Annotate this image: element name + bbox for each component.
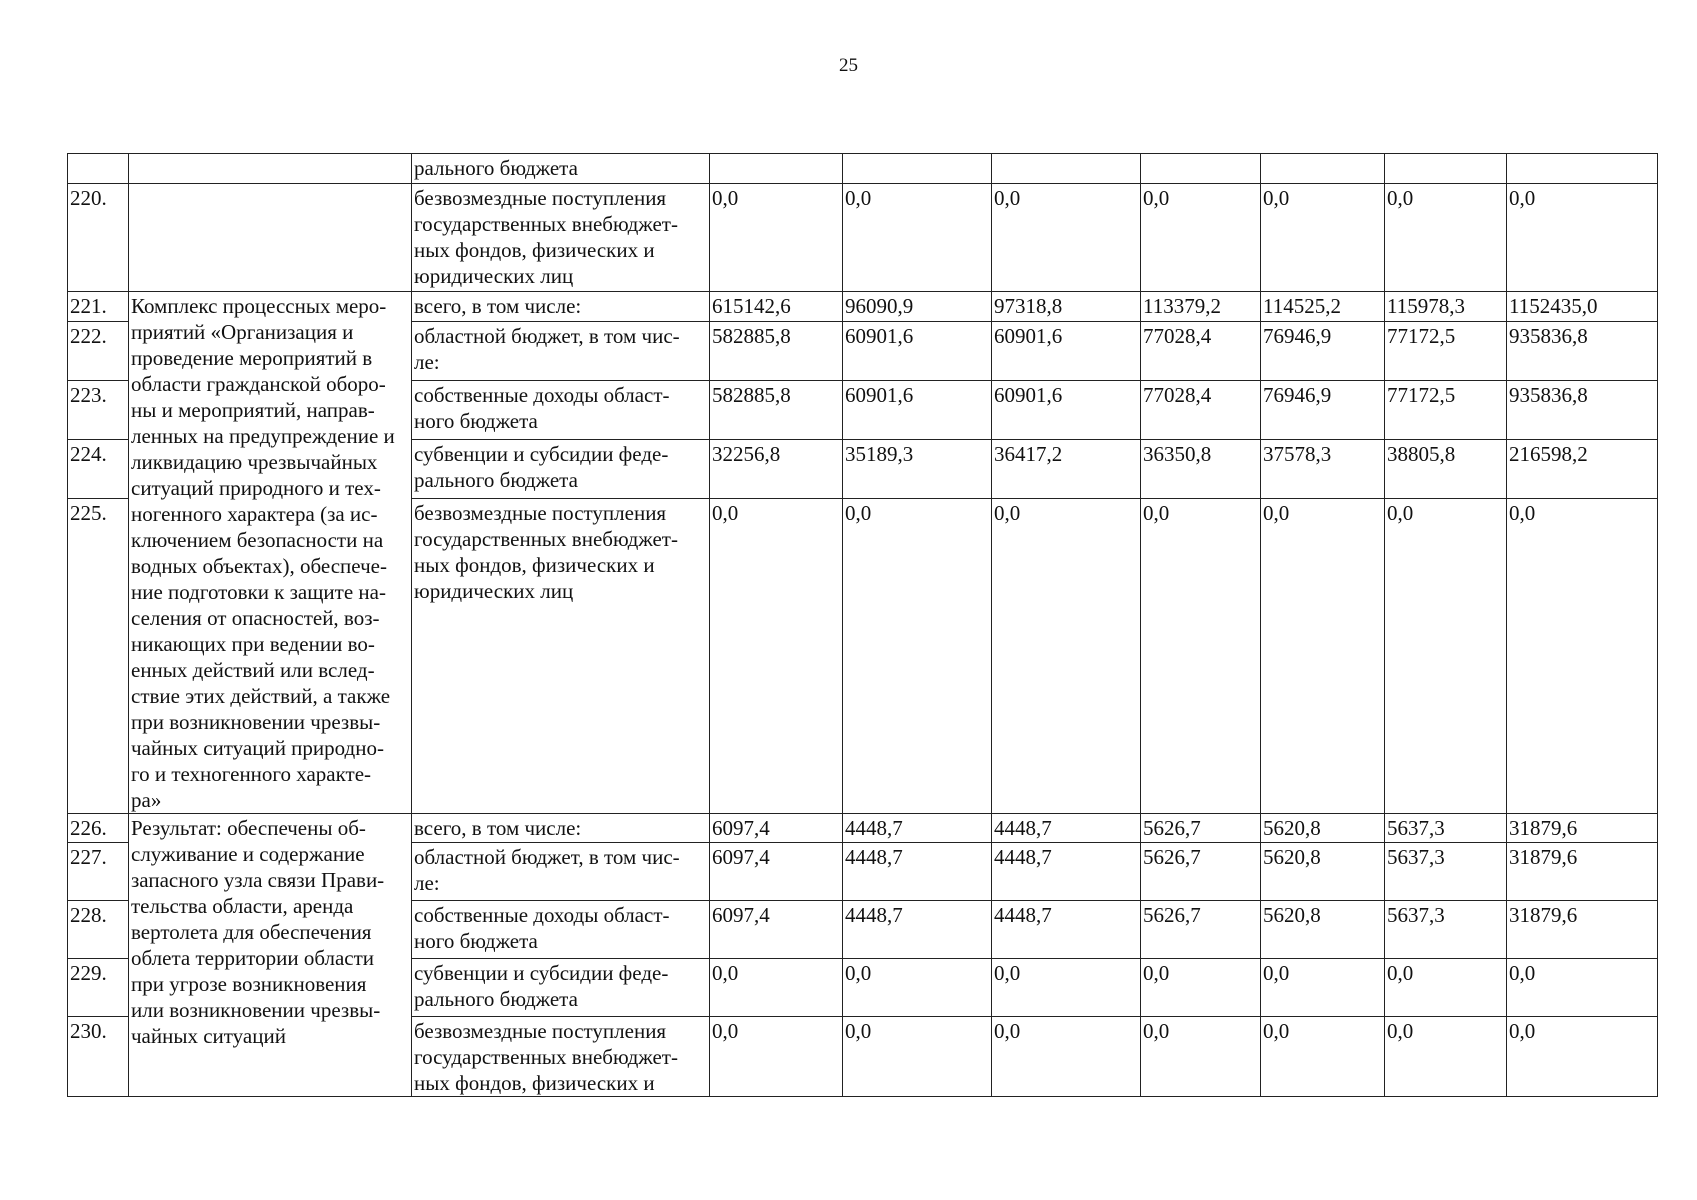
value-cell: 935836,8 xyxy=(1507,380,1658,439)
funding-source-cell: безвозмездные поступления государственных внебюджет- ных фондов, физических и xyxy=(412,1017,710,1097)
value-cell: 6097,4 xyxy=(710,814,843,843)
value-cell: 76946,9 xyxy=(1261,321,1385,380)
value-cell: 37578,3 xyxy=(1261,439,1385,498)
funding-source-cell: областной бюджет, в том чис- ле: xyxy=(412,843,710,901)
value-cell: 4448,7 xyxy=(843,843,992,901)
value-cell: 0,0 xyxy=(1261,1017,1385,1097)
value-cell: 0,0 xyxy=(1507,959,1658,1017)
value-cell: 0,0 xyxy=(992,959,1141,1017)
value-cell xyxy=(1507,154,1658,184)
page-number: 25 xyxy=(839,55,858,76)
value-cell: 0,0 xyxy=(1507,184,1658,292)
value-cell: 0,0 xyxy=(1385,498,1507,813)
value-cell: 5620,8 xyxy=(1261,843,1385,901)
value-cell xyxy=(1385,154,1507,184)
value-cell: 4448,7 xyxy=(992,843,1141,901)
row-number: 225. xyxy=(68,498,129,813)
description-cell-empty xyxy=(129,184,412,292)
value-cell: 114525,2 xyxy=(1261,292,1385,322)
value-cell: 0,0 xyxy=(1261,184,1385,292)
row-number: 220. xyxy=(68,184,129,292)
value-cell: 5626,7 xyxy=(1141,843,1261,901)
value-cell: 582885,8 xyxy=(710,321,843,380)
value-cell: 31879,6 xyxy=(1507,814,1658,843)
value-cell: 6097,4 xyxy=(710,901,843,959)
value-cell xyxy=(1141,154,1261,184)
value-cell: 60901,6 xyxy=(843,321,992,380)
description-cell: Результат: обеспечены об- служивание и содержание запасного узла связи Прави- тельства области, аренда вертолета для обеспечения облета территории области при угрозе возникновения или возникновении чрезвы- чайных ситуаций xyxy=(129,814,412,1097)
value-cell: 0,0 xyxy=(1141,959,1261,1017)
value-cell: 36417,2 xyxy=(992,439,1141,498)
funding-source-cell: рального бюджета xyxy=(412,154,710,184)
row-number: 227. xyxy=(68,843,129,901)
value-cell: 0,0 xyxy=(710,184,843,292)
value-cell: 5620,8 xyxy=(1261,814,1385,843)
row-number: 223. xyxy=(68,380,129,439)
value-cell: 77028,4 xyxy=(1141,321,1261,380)
value-cell: 60901,6 xyxy=(992,380,1141,439)
table-row xyxy=(68,154,1658,184)
funding-source-cell: безвозмездные поступления государственных внебюджет- ных фондов, физических и юридических лиц xyxy=(412,184,710,292)
value-cell: 0,0 xyxy=(1385,184,1507,292)
value-cell xyxy=(710,154,843,184)
value-cell: 935836,8 xyxy=(1507,321,1658,380)
funding-source-cell: безвозмездные поступления государственных внебюджет- ных фондов, физических и юридических лиц xyxy=(412,498,710,813)
value-cell: 582885,8 xyxy=(710,380,843,439)
value-cell xyxy=(992,154,1141,184)
value-cell xyxy=(1261,154,1385,184)
funding-source-cell: собственные доходы област- ного бюджета xyxy=(412,901,710,959)
value-cell: 5637,3 xyxy=(1385,814,1507,843)
value-cell: 0,0 xyxy=(1141,498,1261,813)
value-cell: 0,0 xyxy=(843,184,992,292)
value-cell: 4448,7 xyxy=(992,814,1141,843)
value-cell: 0,0 xyxy=(843,498,992,813)
value-cell: 5626,7 xyxy=(1141,814,1261,843)
row-number: 226. xyxy=(68,814,129,843)
value-cell: 5620,8 xyxy=(1261,901,1385,959)
funding-source-cell: собственные доходы област- ного бюджета xyxy=(412,380,710,439)
value-cell: 4448,7 xyxy=(843,814,992,843)
funding-source-cell: субвенции и субсидии феде- рального бюджета xyxy=(412,959,710,1017)
value-cell: 0,0 xyxy=(710,959,843,1017)
value-cell: 77172,5 xyxy=(1385,321,1507,380)
value-cell: 0,0 xyxy=(1261,959,1385,1017)
value-cell: 31879,6 xyxy=(1507,843,1658,901)
value-cell: 6097,4 xyxy=(710,843,843,901)
value-cell: 0,0 xyxy=(1141,184,1261,292)
value-cell: 0,0 xyxy=(1385,959,1507,1017)
value-cell: 0,0 xyxy=(992,1017,1141,1097)
table-row xyxy=(68,292,1658,322)
value-cell: 0,0 xyxy=(1385,1017,1507,1097)
description-cell-empty xyxy=(129,154,412,184)
value-cell: 4448,7 xyxy=(843,901,992,959)
value-cell: 115978,3 xyxy=(1385,292,1507,322)
value-cell: 0,0 xyxy=(710,498,843,813)
row-number: 221. xyxy=(68,292,129,322)
value-cell: 0,0 xyxy=(1261,498,1385,813)
value-cell: 97318,8 xyxy=(992,292,1141,322)
budget-table xyxy=(67,153,1658,1097)
value-cell: 36350,8 xyxy=(1141,439,1261,498)
value-cell: 77028,4 xyxy=(1141,380,1261,439)
value-cell: 31879,6 xyxy=(1507,901,1658,959)
value-cell: 0,0 xyxy=(992,184,1141,292)
value-cell: 5626,7 xyxy=(1141,901,1261,959)
value-cell: 1152435,0 xyxy=(1507,292,1658,322)
value-cell: 5637,3 xyxy=(1385,843,1507,901)
value-cell: 216598,2 xyxy=(1507,439,1658,498)
value-cell: 0,0 xyxy=(710,1017,843,1097)
row-number: 228. xyxy=(68,901,129,959)
value-cell: 0,0 xyxy=(1141,1017,1261,1097)
table-row xyxy=(68,184,1658,292)
value-cell: 0,0 xyxy=(843,959,992,1017)
row-number: 224. xyxy=(68,439,129,498)
value-cell: 35189,3 xyxy=(843,439,992,498)
value-cell: 113379,2 xyxy=(1141,292,1261,322)
value-cell: 615142,6 xyxy=(710,292,843,322)
value-cell: 32256,8 xyxy=(710,439,843,498)
funding-source-cell: областной бюджет, в том чис- ле: xyxy=(412,321,710,380)
value-cell: 0,0 xyxy=(992,498,1141,813)
description-cell: Комплекс процессных меро- приятий «Организация и проведение мероприятий в области гражданской оборо- ны и мероприятий, направ- ленных на предупреждение и ликвидацию чрезвычайных ситуаций природного и тех- ногенного характера (за ис- ключением безопасности на водных объектах), обеспече- ние подготовки к защите на- селения от опасностей, воз- никающих при ведении во- енных действий или вслед- ствие этих действий, а также при возникновении чрезвы- чайных ситуаций природно- го и техногенного характе- ра» xyxy=(129,292,412,814)
row-number: 222. xyxy=(68,321,129,380)
value-cell: 38805,8 xyxy=(1385,439,1507,498)
value-cell: 76946,9 xyxy=(1261,380,1385,439)
value-cell: 96090,9 xyxy=(843,292,992,322)
value-cell: 0,0 xyxy=(1507,498,1658,813)
funding-source-cell: субвенции и субсидии феде- рального бюджета xyxy=(412,439,710,498)
value-cell xyxy=(843,154,992,184)
row-number xyxy=(68,154,129,184)
value-cell: 4448,7 xyxy=(992,901,1141,959)
table-row xyxy=(68,814,1658,843)
value-cell: 0,0 xyxy=(843,1017,992,1097)
value-cell: 77172,5 xyxy=(1385,380,1507,439)
funding-source-cell: всего, в том числе: xyxy=(412,814,710,843)
value-cell: 0,0 xyxy=(1507,1017,1658,1097)
row-number: 230. xyxy=(68,1017,129,1097)
value-cell: 60901,6 xyxy=(992,321,1141,380)
value-cell: 60901,6 xyxy=(843,380,992,439)
funding-source-cell: всего, в том числе: xyxy=(412,292,710,322)
row-number: 229. xyxy=(68,959,129,1017)
value-cell: 5637,3 xyxy=(1385,901,1507,959)
